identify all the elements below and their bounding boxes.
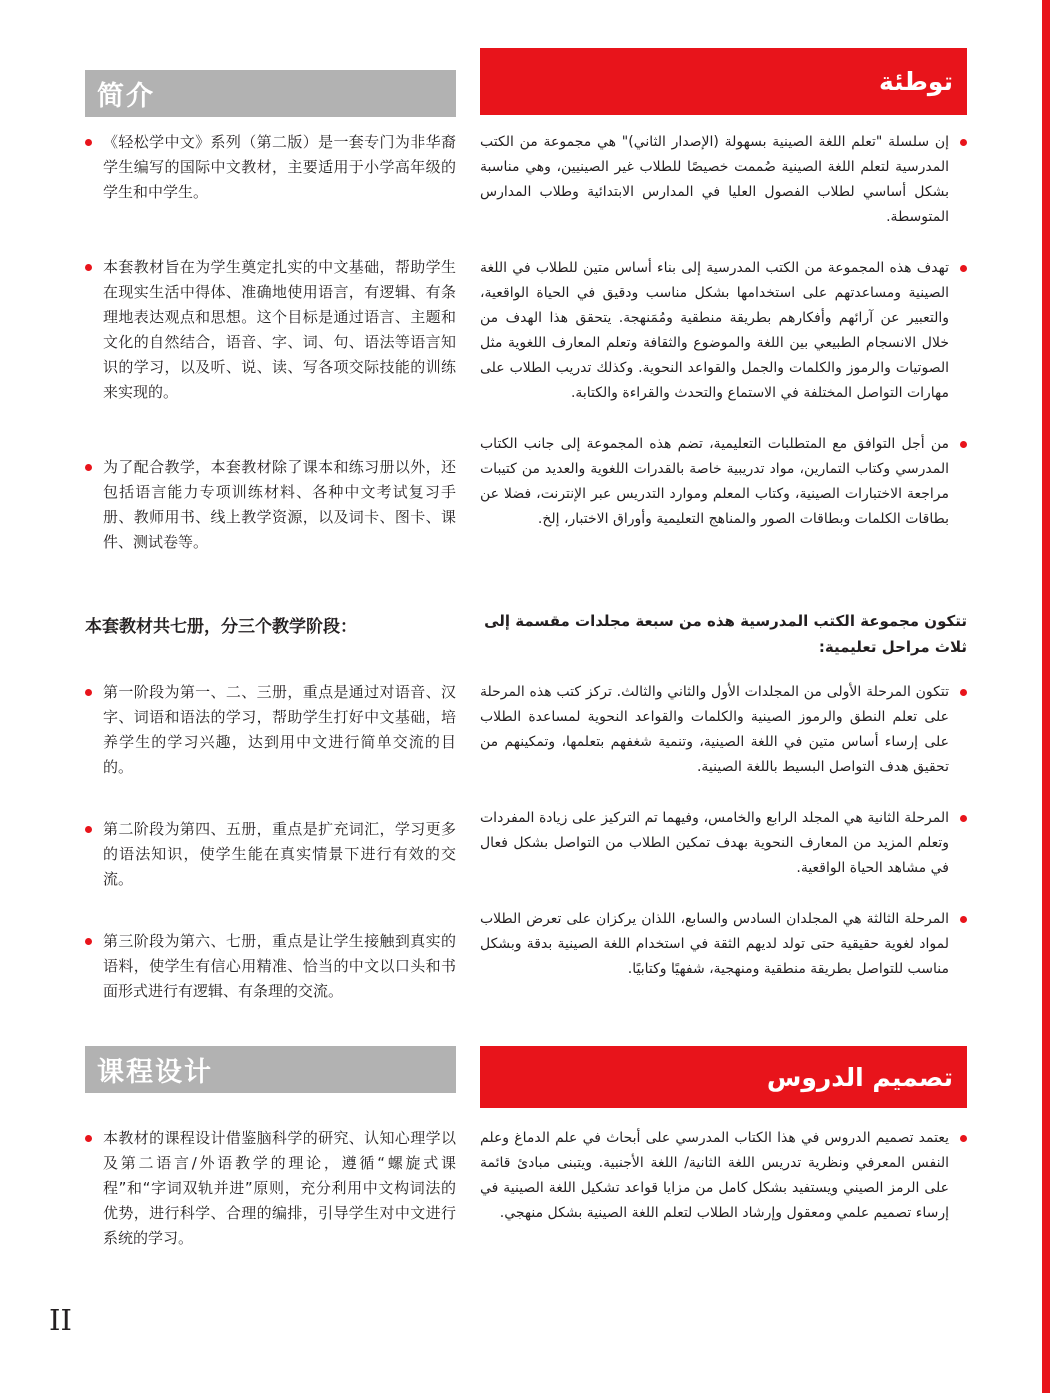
design-list-ar [480,1126,967,1226]
section-header-design-zh [85,1046,456,1093]
list-item [480,432,967,532]
page-edge-accent-bar [1042,0,1050,1393]
intro-list-zh [85,130,456,555]
section-title-design-zh: 课程设计 [97,1057,213,1088]
bullet-icon [85,1135,92,1142]
stage-heading-ar: تتكون مجموعة الكتب المدرسية هذه من سبعة مجلدات مقسمة إلى ثلاث مراحل تعليمية: [484,612,967,656]
bullet-icon [85,139,92,146]
list-item [480,680,967,780]
bullet-icon [85,264,92,271]
design-list-zh [85,1126,456,1251]
list-item [480,130,967,230]
section-header-intro-ar [480,48,967,115]
bullet-icon [85,938,92,945]
section-header-design-ar [480,1046,967,1108]
list-item [85,680,456,780]
list-item [85,455,456,555]
bullet-text: 第三阶段为第六、七册，重点是让学生接触到真实的语料，使学生有信心用精准、恰当的中文以口头和书面形式进行有逻辑、有条理的交流。 [103,932,456,1000]
section-title-design-ar: تصميم الدروس [766,1062,953,1092]
list-item [480,907,967,982]
bullet-text: تتكون المرحلة الأولى من المجلدات الأول والثاني والثالث. تركز كتب هذه المرحلة على تعلم النطق والرموز الصينية والكلمات والقواعد النحوية لمساعدة الطلاب على إرساء أساس متين في اللغة الصينية، وتنمية شغفهم بتعلمها، وتمكينهم من تحقيق هدف التواصل البسيط باللغة الصينية. [480,684,949,775]
section-title-intro-ar: توطئة [879,67,953,96]
section-header-intro-zh [85,70,456,117]
section-title-intro-zh: 简介 [97,81,155,112]
bullet-text: 本教材的课程设计借鉴脑科学的研究、认知心理学以及第二语言/外语教学的理论，遵循“螺旋式课程”和“字词双轨并进”原则，充分利用中文构词法的优势，进行科学、合理的编排，引导学生对中文进行系统的学习。 [103,1129,456,1247]
list-item [85,817,456,892]
bullet-text: 为了配合教学，本套教材除了课本和练习册以外，还包括语言能力专项训练材料、各种中文考试复习手册、教师用书、线上教学资源，以及词卡、图卡、课件、测试卷等。 [103,458,456,551]
page-number: II [49,1303,72,1337]
intro-list-ar [480,130,967,532]
bullet-text: المرحلة الثالثة هي المجلدان السادس والسابع، اللذان يركزان على تعرض الطلاب لمواد لغوية حقيقية حتى تولد لديهم الثقة في استخدام اللغة الصينية بدقة وبشكل مناسب للتواصل بطريقة منطقية ومنهجية، شفهيًا وكتابيًا. [480,911,949,977]
stage-heading-zh: 本套教材共七册，分三个教学阶段： [85,617,357,637]
bullet-text: يعتمد تصميم الدروس في هذا الكتاب المدرسي على أبحاث في علم الدماغ وعلم النفس المعرفي ونظرية تدريس اللغة الثانية/ اللغة الأجنبية. ويتبنى مبادئ قائمة على الرمز الصيني ويستفيد بشكل كامل من مزايا قواعد تشكيل اللغة الصينية في إرساء تصميم علمي ومعقول وإرشاد الطلاب لتعلم اللغة الصينية بشكل منهجي. [480,1130,949,1221]
bullet-icon [85,689,92,696]
bullet-icon [85,826,92,833]
bullet-text: تهدف هذه المجموعة من الكتب المدرسية إلى بناء أساس متين للطلاب في اللغة الصينية ومساعدتهم على استخدامها بشكل مناسب ودقيق في الحياة الواقعية، والتعبير عن آرائهم وأفكارهم بطريقة منطقية ومُمَنهجة. يتحقق هذا الهدف من خلال الانسجام الطبيعي بين اللغة والموضوع والثقافة وتعلم المعارف اللغوية مثل الصوتيات والرموز والكلمات والجمل والقواعد النحوية. وكذلك تدريب الطلاب على مهارات التواصل المختلفة في الاستماع والتحدث والقراءة والكتابة. [480,260,949,401]
bullet-icon [960,815,967,822]
bullet-text: المرحلة الثانية هي المجلد الرابع والخامس، وفيهما تم التركيز على زيادة المفردات وتعلم المزيد من المعارف النحوية بهدف تمكين الطلاب من التواصل بشكل فعال في مشاهد الحياة الواقعية. [480,810,949,876]
bullet-icon [960,139,967,146]
bullet-icon [960,916,967,923]
list-item [480,806,967,881]
stage-list-zh [85,680,456,1004]
bullet-icon [960,265,967,272]
bullet-text: من أجل التوافق مع المتطلبات التعليمية، تضم هذه المجموعة إلى جانب الكتاب المدرسي وكتاب التمارين، مواد تدريبية خاصة بالقدرات اللغوية والعديد من كتيبات مراجعة الاختبارات الصينية، وكتاب المعلم وموارد التدريس عبر الإنترنت، فضلا عن بطاقات الكلمات وبطاقات الصور والمناهج التعليمية وأوراق الاختبار، إلخ. [480,436,949,527]
bullet-icon [960,441,967,448]
stage-list-ar [480,680,967,982]
bullet-text: 《轻松学中文》系列（第二版）是一套专门为非华裔学生编写的国际中文教材，主要适用于小学高年级的学生和中学生。 [103,133,456,201]
list-item [85,929,456,1004]
bullet-text: 第一阶段为第一、二、三册，重点是通过对语音、汉字、词语和语法的学习，帮助学生打好中文基础，培养学生的学习兴趣，达到用中文进行简单交流的目的。 [103,683,456,776]
bullet-text: إن سلسلة "تعلم اللغة الصينية بسهولة (الإصدار الثاني)" هي مجموعة من الكتب المدرسية لتعلم اللغة الصينية صُممت خصيصًا للطلاب غير الصينيين، وهي مناسبة بشكل أساسي لطلاب الفصول العليا في المدارس الابتدائية وطلاب المدارس المتوسطة. [480,134,949,225]
list-item [480,1126,967,1226]
bullet-icon [85,464,92,471]
list-item [85,255,456,405]
bullet-text: 第二阶段为第四、五册，重点是扩充词汇，学习更多的语法知识，使学生能在真实情景下进行有效的交流。 [103,820,456,888]
list-item [85,130,456,205]
bullet-text: 本套教材旨在为学生奠定扎实的中文基础，帮助学生在现实生活中得体、准确地使用语言，有逻辑、有条理地表达观点和思想。这个目标是通过语言、主题和文化的自然结合，语音、字、词、句、语法等语言知识的学习，以及听、说、读、写各项交际技能的训练来实现的。 [103,258,456,401]
list-item [480,256,967,406]
list-item [85,1126,456,1251]
bullet-icon [960,1135,967,1142]
bullet-icon [960,689,967,696]
